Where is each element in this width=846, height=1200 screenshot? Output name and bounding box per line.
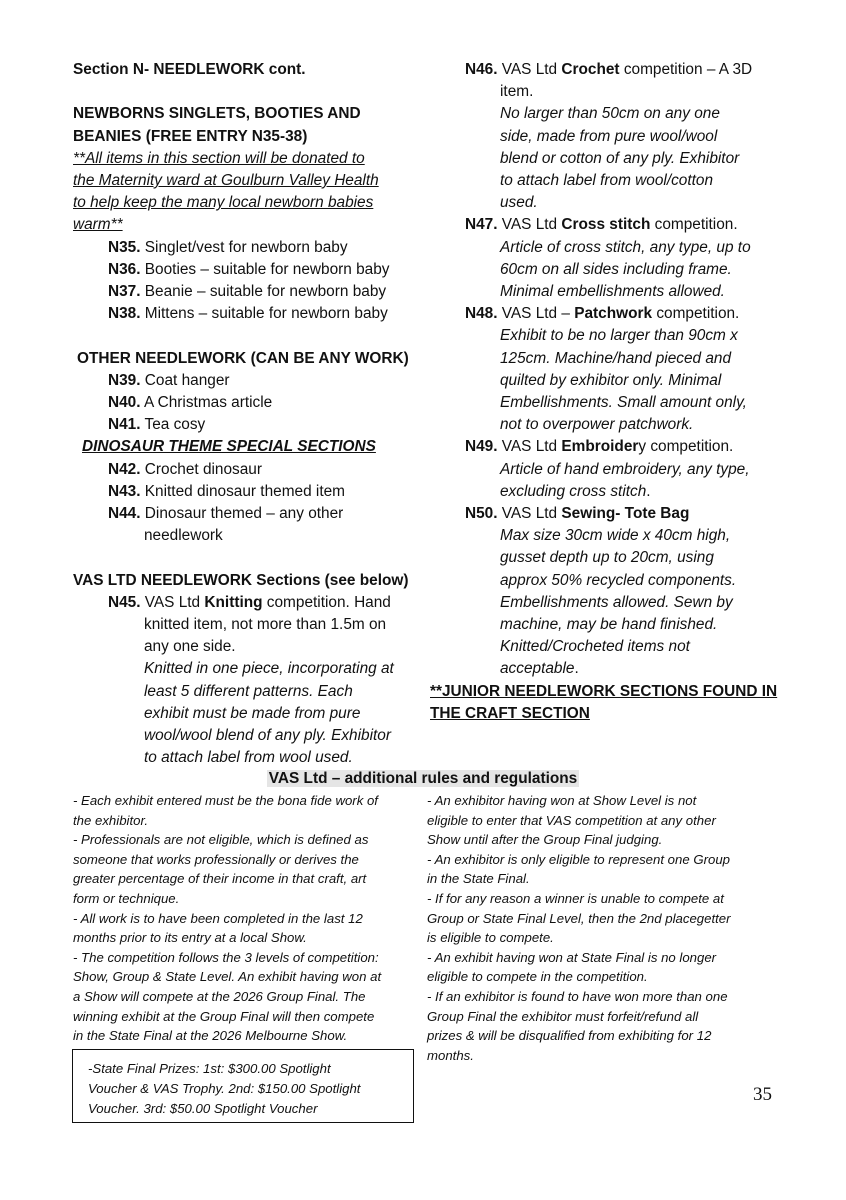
page-number: 35: [753, 1084, 772, 1105]
left-column: [73, 59, 433, 769]
rule-line: - An exhibit having won at State Final is no longer: [427, 949, 717, 965]
entry-description-line: 60cm on all sides including frame.: [500, 260, 732, 278]
entry-competition-name: Patchwork: [574, 305, 653, 323]
entry-n46: [465, 59, 785, 81]
entry-text: Singlet/vest for newborn baby: [140, 238, 348, 256]
entry-continuation: knitted item, not more than 1.5m on: [144, 616, 387, 634]
rule-line: in the State Final at the 2026 Melbourne Show.: [73, 1028, 348, 1044]
entry-n47: [465, 214, 785, 236]
entry-code: N44.: [108, 505, 141, 523]
entry-description-line: Article of hand embroidery, any type,: [500, 460, 750, 478]
entry-description-line: approx 50% recycled components.: [500, 571, 737, 589]
entry-code: N40.: [108, 394, 141, 412]
entry-description-line: used.: [500, 194, 538, 212]
rule-line: the exhibitor.: [73, 812, 149, 828]
entry-text: Mittens – suitable for newborn baby: [140, 305, 388, 323]
rule-line: Group Final the exhibitor must forfeit/refund all: [427, 1008, 699, 1024]
entry-code: N38.: [108, 305, 141, 323]
entry-code: N47.: [465, 216, 498, 234]
entry-code: N50.: [465, 505, 498, 523]
rule-line: someone that works professionally or derives the: [73, 851, 359, 867]
entry-n35: [73, 237, 433, 259]
rules-right-column: [427, 791, 772, 1065]
entry-competition-name: Crochet: [561, 61, 620, 78]
entry-text: VAS Ltd: [497, 61, 562, 78]
rule-line: - If an exhibitor is found to have won more than one: [427, 988, 728, 1004]
entry-description-text: acceptable: [500, 660, 575, 678]
entry-code: N45.: [108, 593, 141, 611]
entry-continuation: any one side.: [144, 638, 236, 656]
entry-description-line: Embellishments. Small amount only,: [500, 394, 747, 412]
entry-description-line: 125cm. Machine/hand pieced and: [500, 349, 732, 367]
rule-line: - Professionals are not eligible, which is defined as: [73, 832, 369, 848]
rule-line: Show until after the Group Final judging.: [427, 832, 663, 848]
entry-text: VAS Ltd: [140, 593, 205, 611]
entry-text: A Christmas article: [140, 394, 273, 412]
rule-line: - The competition follows the 3 levels of competition:: [73, 949, 379, 965]
rule-line: greater percentage of their income in that craft, art: [73, 871, 367, 887]
rule-line: months.: [427, 1047, 474, 1063]
rule-line: Show, Group & State Level. An exhibit having won at: [73, 969, 382, 985]
rule-line: eligible to enter that VAS competition at any other: [427, 812, 716, 828]
entry-text: competition.: [652, 305, 740, 323]
entry-code: N46.: [465, 61, 498, 78]
entry-description-line: blend or cotton of any ply. Exhibitor: [500, 149, 740, 167]
entry-continuation: needlework: [144, 527, 223, 545]
entry-description-line: gusset depth up to 20cm, using: [500, 549, 714, 567]
entry-n38: [73, 303, 433, 325]
entry-text: VAS Ltd –: [497, 305, 575, 323]
entry-text: y competition.: [638, 438, 734, 456]
entry-text: Crochet dinosaur: [140, 460, 262, 478]
rules-left-column: [73, 791, 421, 1046]
rules-title: [0, 769, 846, 789]
prize-line: Voucher & VAS Trophy. 2nd: $150.00 Spotlight: [88, 1081, 361, 1096]
entry-code: N49.: [465, 438, 498, 456]
newborns-note-line: the Maternity ward at Goulburn Valley Health: [73, 172, 379, 189]
rule-line: a Show will compete at the 2026 Group Final. The: [73, 988, 366, 1004]
entry-competition-name: Knitting: [204, 593, 263, 611]
entry-n41: [73, 414, 433, 436]
entry-text: competition.: [650, 216, 738, 234]
entry-description-line: Embellishments allowed. Sewn by: [500, 593, 733, 611]
entry-n43: [73, 481, 433, 503]
entry-code: N43.: [108, 482, 141, 500]
entry-code: N36.: [108, 260, 141, 278]
rule-line: - Each exhibit entered must be the bona fide work of: [73, 793, 378, 808]
entry-description-line: Exhibit to be no larger than 90cm x: [500, 327, 738, 345]
entry-description-line: wool/wool blend of any ply. Exhibitor: [144, 727, 391, 745]
entry-text: VAS Ltd: [497, 438, 562, 456]
entry-code: N42.: [108, 460, 141, 478]
entry-n48: [465, 303, 785, 325]
entry-code: N41.: [108, 416, 141, 434]
entry-text: Beanie – suitable for newborn baby: [140, 283, 387, 301]
entry-text: Booties – suitable for newborn baby: [140, 260, 390, 278]
entry-description-line: side, made from pure wool/wool: [500, 127, 718, 145]
entry-description-suffix: .: [646, 482, 651, 500]
entry-description-line: [465, 658, 785, 680]
entry-n39: [73, 370, 433, 392]
entry-description-line: quilted by exhibitor only. Minimal: [500, 371, 722, 389]
entry-n50: [465, 503, 785, 525]
prize-line: Voucher. 3rd: $50.00 Spotlight Voucher: [88, 1101, 318, 1116]
rule-line: - If for any reason a winner is unable to compete at: [427, 890, 724, 906]
entry-n44: [73, 503, 433, 525]
newborns-heading-line1: NEWBORNS SINGLETS, BOOTIES AND: [73, 105, 361, 123]
entry-n40: [73, 392, 433, 414]
rule-line: - An exhibitor having won at Show Level is not: [427, 793, 697, 808]
entry-description-line: not to overpower patchwork.: [500, 416, 694, 434]
dinosaur-heading: DINOSAUR THEME SPECIAL SECTIONS: [82, 438, 376, 456]
entry-competition-name: Cross stitch: [561, 216, 651, 234]
rule-line: months prior to its entry at a local Show.: [73, 930, 307, 946]
entry-description-line: Max size 30cm wide x 40cm high,: [500, 527, 731, 545]
entry-code: N39.: [108, 371, 141, 389]
entry-text: competition. Hand: [262, 593, 391, 611]
entry-description-line: [465, 481, 785, 503]
entry-n36: [73, 259, 433, 281]
rule-line: form or technique.: [73, 890, 180, 906]
entry-code: N35.: [108, 238, 141, 256]
rule-line: in the State Final.: [427, 871, 530, 887]
rule-line: is eligible to compete.: [427, 930, 554, 946]
entry-description-line: exhibit must be made from pure: [144, 704, 361, 722]
entry-description-line: Knitted in one piece, incorporating at: [144, 660, 394, 678]
entry-description-line: Article of cross stitch, any type, up to: [500, 238, 751, 256]
entry-competition-name: Sewing- Tote Bag: [561, 505, 690, 523]
prize-line: -State Final Prizes: 1st: $300.00 Spotlight: [88, 1061, 331, 1076]
junior-note-line1: **JUNIOR NEEDLEWORK SECTIONS FOUND IN: [430, 682, 778, 700]
entry-description-line: to attach label from wool/cotton: [500, 172, 714, 190]
entry-text: Dinosaur themed – any other: [140, 505, 344, 523]
newborns-heading-line2: BEANIES (FREE ENTRY N35-38): [73, 127, 308, 145]
entry-description-text: excluding cross stitch: [500, 482, 647, 500]
rule-line: Group or State Final Level, then the 2nd placegetter: [427, 910, 731, 926]
entry-code: N48.: [465, 305, 498, 323]
rule-line: eligible to compete in the competition.: [427, 969, 648, 985]
entry-description-line: Minimal embellishments allowed.: [500, 283, 725, 301]
rule-line: - All work is to have been completed in the last 12: [73, 910, 363, 926]
entry-n49: [465, 436, 785, 458]
entry-description-line: Knitted/Crocheted items not: [500, 638, 690, 656]
rules-title-text: VAS Ltd – additional rules and regulations: [268, 770, 578, 787]
junior-note-line2: THE CRAFT SECTION: [430, 704, 590, 722]
entry-text: Knitted dinosaur themed item: [140, 482, 345, 500]
other-needlework-heading: OTHER NEEDLEWORK (CAN BE ANY WORK): [77, 349, 409, 367]
entry-continuation: item.: [500, 83, 534, 101]
entry-description-suffix: .: [574, 660, 579, 678]
entry-description-line: machine, may be hand finished.: [500, 616, 718, 634]
entry-text: competition – A 3D: [619, 61, 753, 78]
section-title: Section N- NEEDLEWORK cont.: [73, 61, 306, 78]
entry-text: VAS Ltd: [497, 216, 562, 234]
entry-description-line: No larger than 50cm on any one: [500, 105, 720, 123]
rule-line: winning exhibit at the Group Final will then compete: [73, 1008, 375, 1024]
entry-description-line: to attach label from wool used.: [144, 749, 353, 767]
rule-line: - An exhibitor is only eligible to represent one Group: [427, 851, 730, 867]
entry-text: Tea cosy: [140, 416, 206, 434]
entry-n45: [73, 592, 433, 614]
right-column: [430, 59, 785, 725]
newborns-note-line: warm**: [73, 216, 123, 234]
entry-code: N37.: [108, 283, 141, 301]
newborns-note-line: **All items in this section will be donated to: [73, 149, 365, 167]
entry-n37: [73, 281, 433, 303]
entry-description-line: least 5 different patterns. Each: [144, 682, 353, 700]
entry-text: Coat hanger: [140, 371, 230, 389]
entry-n42: [73, 459, 433, 481]
entry-text: VAS Ltd: [497, 505, 562, 523]
rule-line: prizes & will be disqualified from exhibiting for 12: [427, 1028, 712, 1044]
vas-needlework-heading: VAS LTD NEEDLEWORK Sections (see below): [73, 571, 409, 589]
newborns-note-line: to help keep the many local newborn babies: [73, 194, 374, 212]
state-final-prizes-box: [72, 1049, 414, 1123]
entry-competition-name: Embroider: [561, 438, 639, 456]
